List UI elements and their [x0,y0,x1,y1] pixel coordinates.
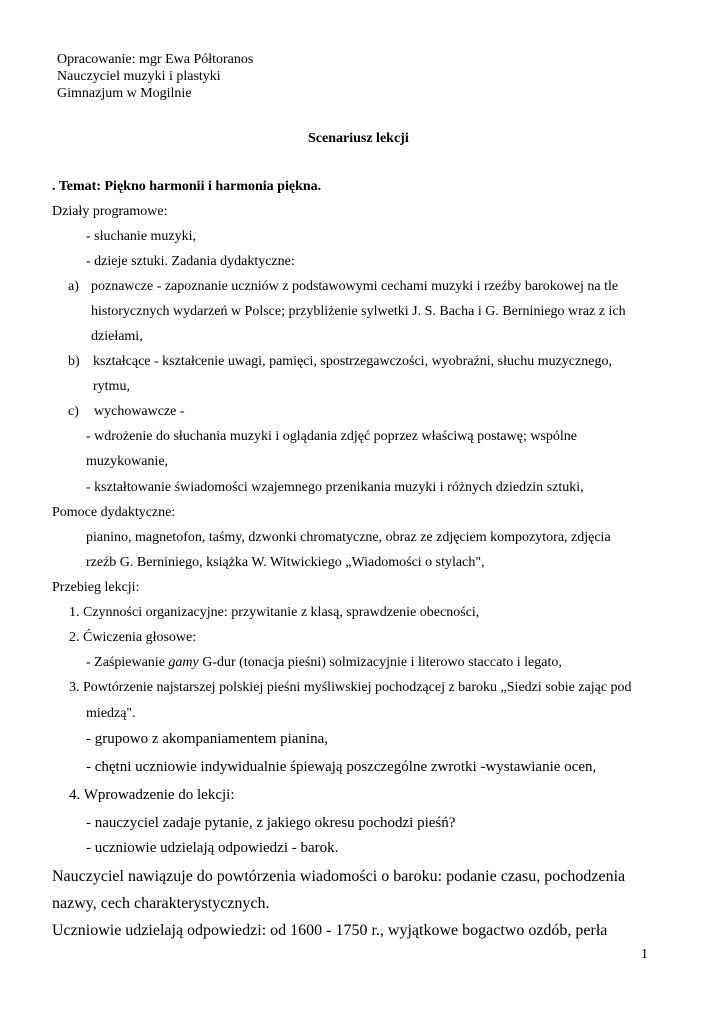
document-title: Scenariusz lekcji [308,131,409,146]
goal-c-line: - wdrożenie do słuchania muzyki i oglądania zdjęć poprzez właściwą postawę; wspólne [86,429,577,444]
paragraph-line: Uczniowie udzielają odpowiedzi: od 1600 - 1750 r., wyjątkowe bogactwo ozdób, perła [52,922,608,939]
step-4: 4. Wprowadzenie do lekcji: [69,787,235,803]
goal-b-marker: b) [68,354,80,369]
goal-c-line: muzykowanie, [86,454,169,469]
step-3: 3. Powtórzenie najstarszej polskiej pieśni myśliwskiej pochodzącej z baroku „Siedzi sobie zając pod [69,680,632,695]
step-3-cont: miedzą". [86,706,136,721]
paragraph-line: nazwy, cech charakterystycznych. [52,895,270,912]
goal-b-line: kształcące - kształcenie uwagi, pamięci, spostrzegawczości, wyobraźni, słuchu muzycznego, [93,354,612,369]
program-item: - dzieje sztuki. Zadania dydaktyczne: [86,254,295,269]
school-name: Gimnazjum w Mogilnie [57,86,192,101]
aids-line: pianino, magnetofon, taśmy, dzwonki chromatyczne, obraz ze zdjęciem kompozytora, zdjęcia [86,530,611,545]
step-4-item: - nauczyciel zadaje pytanie, z jakiego okresu pochodzi pieśń? [86,815,456,831]
goal-a-line: dziełami, [91,329,143,344]
step-2-exercise [86,656,562,670]
step-3-item: - grupowo z akompaniamentem pianina, [86,731,329,747]
step-1: 1. Czynności organizacyjne: przywitanie z klasą, sprawdzenie obecności, [69,605,480,620]
aids-line: rzeźb G. Berniniego, książka W. Witwickiego „Wiadomości o stylach", [86,555,485,570]
goal-a-line: poznawcze - zapoznanie uczniów z podstawowymi cechami muzyki i rzeźby barokowej na tle [91,279,619,294]
step-4-item: - uczniowie udzielają odpowiedzi - barok. [86,840,339,856]
step-2-text: G-dur (tonacja pieśni) solmizacyjnie i literowo staccato i legato, [198,655,562,670]
page-number: 1 [641,947,648,962]
step-3-item: - chętni uczniowie indywidualnie śpiewają poszczególne zwrotki -wystawianie ocen, [86,759,597,775]
author-line: Opracowanie: mgr Ewa Półtoranos [57,52,254,67]
goal-a-marker: a) [68,279,79,294]
program-heading: Działy programowe: [52,204,168,219]
goal-b-line: rytmu, [93,379,130,394]
course-heading: Przebieg lekcji: [52,580,140,595]
goal-c-marker: c) [68,404,79,419]
step-2: 2. Ćwiczenia głosowe: [69,630,197,645]
goal-c-label: wychowawcze - [94,404,185,419]
aids-heading: Pomoce dydaktyczne: [52,505,176,520]
program-item: - słuchanie muzyki, [86,229,197,244]
author-role: Nauczyciel muzyki i plastyki [57,69,221,84]
lesson-topic: . Temat: Piękno harmonii i harmonia piękna. [52,179,322,194]
step-2-emphasis: gamy [168,655,199,670]
step-2-text: - Zaśpiewanie [86,655,169,670]
goal-a-line: historycznych wydarzeń w Polsce; przybliżenie sylwetki J. S. Bacha i G. Berniniego wraz z ich [91,304,626,319]
goal-c-line: - kształtowanie świadomości wzajemnego przenikania muzyki i różnych dziedzin sztuki, [86,480,584,495]
paragraph-line: Nauczyciel nawiązuje do powtórzenia wiadomości o baroku: podanie czasu, pochodzenia [52,868,626,885]
